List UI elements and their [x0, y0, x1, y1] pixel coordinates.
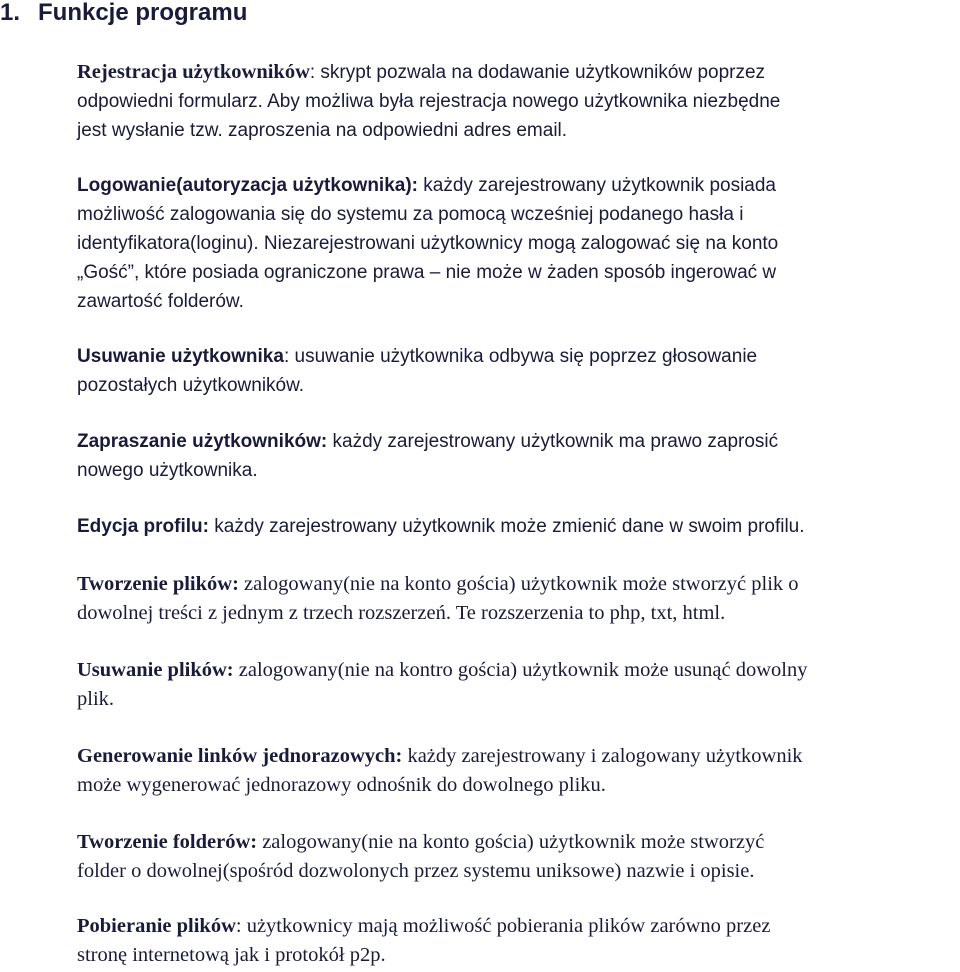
paragraph-lead: Logowanie(autoryzacja użytkownika):: [77, 175, 418, 196]
paragraph-text: zalogowany(nie na kontro gościa) użytkownik może usunąć dowolny: [233, 659, 808, 681]
paragraph-user-removal: [77, 342, 957, 400]
paragraph-line: może wygenerować jednorazowy odnośnik do dowolnego pliku.: [77, 774, 606, 796]
paragraph-text: : skrypt pozwala na dodawanie użytkowników poprzez: [309, 62, 766, 83]
paragraph-line: [77, 512, 957, 541]
paragraph-line: plik.: [77, 688, 115, 710]
paragraph-line: [77, 742, 957, 771]
paragraph-line: [77, 427, 957, 456]
paragraph-line: [77, 656, 957, 685]
section-title: Funkcje programu: [38, 0, 248, 26]
paragraph-lead: Tworzenie folderów:: [77, 831, 258, 853]
paragraph-line: [77, 58, 957, 87]
section-number: 1.: [0, 0, 21, 26]
paragraph-folder-creation: [77, 828, 957, 886]
paragraph-lead: Rejestracja użytkowników: [77, 61, 310, 83]
paragraph-registration: [77, 58, 957, 145]
paragraph-text: każdy zarejestrowany użytkownik może zmienić dane w swoim profilu.: [208, 516, 805, 537]
paragraph-lead: Edycja profilu:: [77, 516, 209, 537]
paragraph-lead: Tworzenie plików:: [77, 573, 239, 595]
paragraph-profile-edit: [77, 512, 957, 541]
paragraph-line: dowolnej treści z jednym z trzech rozszerzeń. Te rozszerzenia to php, txt, html.: [77, 602, 726, 624]
paragraph-line: [77, 828, 957, 857]
paragraph-lead: Zapraszanie użytkowników:: [77, 431, 328, 452]
paragraph-lead: Pobieranie plików: [77, 915, 236, 937]
paragraph-one-time-links: [77, 742, 957, 800]
paragraph-text: zalogowany(nie na konto gościa) użytkownik może stworzyć: [257, 831, 765, 853]
paragraph-line: jest wysłanie tzw. zaproszenia na odpowiedni adres email.: [77, 120, 568, 141]
paragraph-line: [77, 171, 957, 200]
section-heading: [0, 0, 247, 28]
paragraph-text: : usuwanie użytkownika odbywa się poprzez głosowanie: [283, 346, 758, 367]
paragraph-file-removal: [77, 656, 957, 714]
paragraph-line: nowego użytkownika.: [77, 460, 258, 481]
paragraph-lead: Generowanie linków jednorazowych:: [77, 745, 403, 767]
paragraph-line: folder o dowolnej(spośród dozwolonych przez systemu uniksowe) nazwie i opisie.: [77, 860, 755, 882]
paragraph-line: „Gość”, które posiada ograniczone prawa – nie może w żaden sposób ingerować w: [77, 262, 777, 283]
paragraph-invitations: [77, 427, 957, 485]
paragraph-text: zalogowany(nie na konto gościa) użytkownik może stworzyć plik o: [238, 573, 799, 595]
paragraph-text: każdy zarejestrowany i zalogowany użytkownik: [402, 745, 803, 767]
paragraph-line: stronę internetową jak i protokół p2p.: [77, 944, 386, 966]
paragraph-text: każdy zarejestrowany użytkownik ma prawo zaprosić: [327, 431, 779, 452]
paragraph-line: pozostałych użytkowników.: [77, 375, 305, 396]
paragraph-line: możliwość zalogowania się do systemu za pomocą wcześniej podanego hasła i: [77, 204, 744, 225]
paragraph-file-creation: [77, 570, 957, 628]
paragraph-lead: Usuwanie użytkownika: [77, 346, 284, 367]
paragraph-line: zawartość folderów.: [77, 291, 244, 312]
paragraph-text: : użytkownicy mają możliwość pobierania plików zarówno przez: [235, 915, 771, 937]
paragraph-lead: Usuwanie plików:: [77, 659, 234, 681]
paragraph-file-download: [77, 912, 957, 970]
paragraph-line: [77, 570, 957, 599]
paragraph-line: identyfikatora(loginu). Niezarejestrowani użytkownicy mogą zalogować się na konto: [77, 233, 779, 254]
paragraph-login: [77, 171, 957, 316]
paragraph-line: [77, 912, 957, 941]
paragraph-text: każdy zarejestrowany użytkownik posiada: [418, 175, 777, 196]
paragraph-line: odpowiedni formularz. Aby możliwa była rejestracja nowego użytkownika niezbędne: [77, 91, 781, 112]
paragraph-line: [77, 342, 957, 371]
